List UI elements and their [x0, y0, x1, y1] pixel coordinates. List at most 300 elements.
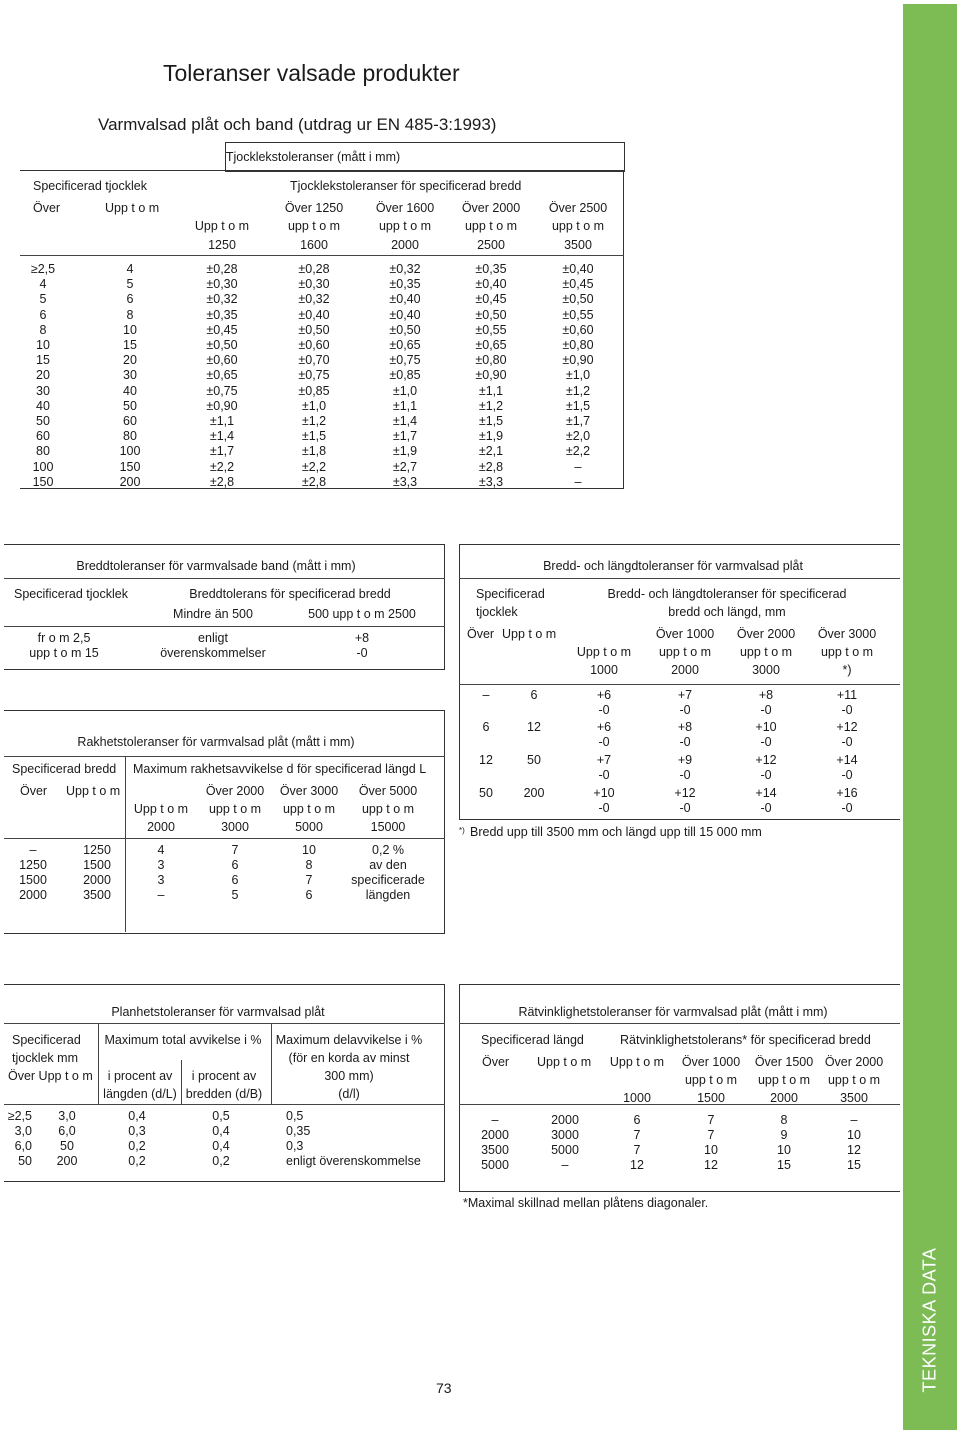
- bredd-langd-value-cell: -0: [679, 703, 691, 717]
- bredd-spec-label: Specificerad tjocklek: [14, 587, 128, 601]
- planhet-value-cell: 0,3: [128, 1124, 146, 1138]
- planhet-del-label: Maximum delavvikelse i %: [275, 1033, 423, 1047]
- thickness-over-cell: 80: [36, 444, 50, 459]
- bredd-langd-value-cell: -0: [598, 735, 610, 749]
- rakhet-header: Över 2000: [205, 784, 265, 798]
- thickness-value-cell: ±0,85: [298, 383, 330, 398]
- thickness-value-cell: ±3,3: [392, 474, 418, 489]
- planhet-value-cell: 0,2: [212, 1154, 230, 1168]
- thickness-value-cell: ±2,8: [478, 459, 504, 474]
- thickness-value-cell: ±1,0: [301, 398, 327, 413]
- planhet-value-cell: 0,4: [212, 1139, 230, 1153]
- bredd-caption: Breddtoleranser för varmvalsade band (mått i mm): [76, 559, 356, 573]
- bredd-langd-value-cell: -0: [760, 735, 772, 749]
- bredd-col2: 500 upp t o m 2500: [308, 607, 416, 621]
- ratvinklighet-value-cell: 15: [847, 1158, 861, 1172]
- thickness-value-cell: ±1,7: [392, 429, 418, 444]
- rakhet-divider: [125, 756, 126, 932]
- planhet-upp-cell: 50: [60, 1139, 74, 1153]
- rakhet-value-cell: 7: [305, 873, 313, 887]
- thickness-value-cell: ±0,55: [562, 307, 594, 322]
- thickness-value-cell: ±2,8: [301, 474, 327, 489]
- bredd-langd-value-cell: +8: [677, 720, 693, 734]
- thickness-value-cell: ±1,2: [565, 383, 591, 398]
- thickness-value-cell: ±0,35: [206, 307, 238, 322]
- sidebar-label: TEKNISKA DATA: [919, 1247, 940, 1393]
- ratvinklighet-value-cell: 10: [777, 1143, 791, 1157]
- thickness-value-cell: ±1,5: [478, 414, 504, 428]
- rakhet-header: 3000: [221, 820, 249, 834]
- rakhet-over-cell: 2000: [19, 888, 47, 902]
- planhet-upp-cell: 3,0: [58, 1109, 76, 1123]
- thickness-value-cell: ±1,0: [392, 383, 418, 398]
- ratvinklighet-value-cell: 12: [704, 1158, 718, 1172]
- rakhet-value-cell: av den: [369, 858, 407, 872]
- bredd-langd-footnote: Bredd upp till 3500 mm och längd upp till 15 000 mm: [470, 825, 762, 839]
- bredd-langd-value-cell: -0: [598, 703, 610, 717]
- bredd-langd-over-cell: 50: [479, 786, 493, 800]
- thickness-width-header: 1600: [300, 238, 328, 252]
- thickness-value-cell: ±2,7: [392, 459, 418, 474]
- planhet-value-cell: 0,3: [286, 1139, 304, 1153]
- thickness-over-cell: 4: [39, 277, 47, 292]
- bredd-langd-upp-cell: 50: [527, 753, 541, 767]
- sidebar-tab: [903, 4, 957, 1430]
- page-title: Toleranser valsade produkter: [163, 60, 460, 86]
- rakhet-header: upp t o m: [361, 802, 415, 816]
- planhet-value-cell: 0,4: [212, 1124, 230, 1138]
- ratvinklighet-value-cell: 7: [633, 1128, 641, 1142]
- ratvinklighet-value-cell: 10: [847, 1128, 861, 1142]
- planhet-value-cell: 0,2: [128, 1154, 146, 1168]
- bredd-langd-header: *): [842, 663, 852, 677]
- thickness-over-cell: ≥2,5: [30, 262, 56, 276]
- rakhet-value-cell: 4: [157, 843, 165, 857]
- thickness-over-cell: 40: [36, 398, 50, 413]
- ratvinklighet-over-cell: 2000: [481, 1128, 509, 1142]
- rakhet-caption-rule: [4, 756, 445, 757]
- rakhet-value-cell: 6: [231, 873, 239, 887]
- thickness-value-cell: ±1,0: [565, 368, 591, 383]
- thickness-upp-cell: 40: [123, 383, 137, 398]
- thickness-value-cell: ±0,45: [562, 277, 594, 292]
- ratvinklighet-value-cell: 7: [633, 1143, 641, 1157]
- bredd-row: fr o m 2,5: [37, 631, 91, 645]
- thickness-width-header: 3500: [564, 238, 592, 252]
- thickness-upp-cell: 200: [119, 474, 141, 489]
- ratvinklighet-header: 1000: [623, 1091, 651, 1105]
- rakhet-value-cell: 0,2 %: [372, 843, 404, 857]
- thickness-value-cell: ±0,60: [206, 353, 238, 368]
- ratvinklighet-caption: Rätvinklighetstoleranser för varmvalsad plåt (mått i mm): [518, 1005, 828, 1019]
- planhet-del-label: (d/l): [338, 1087, 360, 1101]
- thickness-value-cell: ±0,50: [298, 322, 330, 337]
- thickness-value-cell: ±1,8: [301, 444, 327, 459]
- thickness-upp-cell: 15: [123, 338, 137, 352]
- rakhet-upp-cell: 1250: [83, 843, 111, 857]
- bredd-langd-value-cell: -0: [841, 801, 853, 815]
- thickness-spec-label: Specificerad tjocklek: [33, 179, 147, 193]
- thickness-value-cell: ±0,65: [389, 338, 421, 352]
- ratvinklighet-header: Över 1000: [681, 1055, 741, 1069]
- bredd-value: -0: [356, 646, 368, 660]
- bredd-langd-caption: Bredd- och längdtoleranser för varmvalsad plåt: [543, 559, 803, 573]
- rakhet-header: Upp t o m: [133, 802, 189, 816]
- bredd-langd-value-cell: +11: [836, 688, 858, 702]
- bredd-langd-value-cell: +14: [755, 786, 777, 800]
- bredd-langd-value-cell: -0: [760, 768, 772, 782]
- planhet-value-cell: 0,35: [286, 1124, 311, 1138]
- thickness-upp-cell: 8: [126, 307, 134, 322]
- page-number: 73: [436, 1380, 452, 1396]
- thickness-width-header: Över 1600: [375, 201, 435, 215]
- thickness-upp-cell: 60: [123, 414, 137, 428]
- planhet-over-cell: 3,0: [14, 1124, 32, 1138]
- bredd-langd-over-cell: 6: [482, 720, 490, 734]
- ratvinklighet-value-cell: 12: [847, 1143, 861, 1157]
- bredd-value: +8: [354, 631, 370, 645]
- planhet-divider: [271, 1023, 272, 1104]
- thickness-value-cell: ±0,60: [298, 338, 330, 352]
- thickness-value-cell: ±0,75: [389, 353, 421, 368]
- thickness-value-cell: ±1,9: [392, 444, 418, 459]
- bredd-langd-header: Över 3000: [817, 627, 877, 641]
- thickness-value-cell: ±1,7: [209, 444, 235, 459]
- bredd-tol-label: Breddtolerans för specificerad bredd: [189, 587, 391, 601]
- thickness-over-cell: 10: [36, 338, 50, 352]
- planhet-spec: Över Upp t o m: [8, 1069, 93, 1083]
- thickness-over-cell: 20: [36, 368, 50, 383]
- thickness-upp-cell: 50: [123, 398, 137, 413]
- bredd-langd-col-over: Över: [467, 627, 495, 641]
- thickness-upp-cell: 150: [119, 459, 141, 474]
- thickness-width-header: upp t o m: [551, 219, 605, 233]
- planhet-divider: [98, 1023, 99, 1104]
- thickness-value-cell: ±1,2: [478, 398, 504, 413]
- bredd-langd-value-cell: -0: [679, 768, 691, 782]
- thickness-col-upp: Upp t o m: [105, 201, 160, 215]
- thickness-value-cell: ±3,3: [478, 474, 504, 489]
- thickness-value-cell: ±0,40: [298, 307, 330, 322]
- rakhet-value-cell: –: [157, 888, 165, 902]
- bredd-langd-value-cell: +16: [836, 786, 858, 800]
- bredd-langd-value-cell: -0: [841, 768, 853, 782]
- ratvinklighet-over-cell: 3500: [481, 1143, 509, 1157]
- rakhet-value-cell: specificerade: [351, 873, 425, 887]
- rakhet-value-cell: 6: [305, 888, 313, 902]
- page-subtitle: Varmvalsad plåt och band (utdrag ur EN 485-3:1993): [98, 115, 497, 134]
- bredd-langd-header-rule: [459, 684, 900, 685]
- thickness-over-cell: 30: [36, 383, 50, 398]
- planhet-spec: tjocklek mm: [12, 1051, 78, 1065]
- ratvinklighet-upp-cell: 5000: [551, 1143, 579, 1157]
- rakhet-upp-cell: 3500: [83, 888, 111, 902]
- rakhet-over-cell: 1500: [19, 873, 47, 887]
- thickness-value-cell: ±0,40: [389, 307, 421, 322]
- planhet-sub-label: i procent av: [107, 1069, 173, 1083]
- planhet-over-cell: 50: [18, 1154, 32, 1168]
- thickness-value-cell: ±0,28: [206, 262, 238, 276]
- thickness-value-cell: ±1,4: [209, 429, 235, 444]
- planhet-spec: Specificerad: [12, 1033, 81, 1047]
- planhet-divider: [181, 1060, 182, 1104]
- rakhet-value-cell: 5: [231, 888, 239, 902]
- ratvinklighet-upp-cell: 2000: [551, 1113, 579, 1127]
- rakhet-header: 2000: [147, 820, 175, 834]
- rakhet-over-cell: 1250: [19, 858, 47, 872]
- rakhet-upp-cell: 2000: [83, 873, 111, 887]
- rakhet-header: upp t o m: [282, 802, 336, 816]
- planhet-total-label: Maximum total avvikelse i %: [104, 1033, 262, 1047]
- thickness-value-cell: ±0,70: [298, 353, 330, 368]
- thickness-over-cell: 15: [36, 353, 50, 368]
- bredd-langd-header: 2000: [671, 663, 699, 677]
- bredd-header-rule: [4, 626, 445, 627]
- thickness-upp-cell: 100: [119, 444, 141, 459]
- thickness-over-cell: 5: [39, 292, 47, 307]
- bredd-langd-value-cell: -0: [598, 768, 610, 782]
- thickness-width-header: Upp t o m: [194, 219, 250, 233]
- ratvinklighet-over-cell: 5000: [481, 1158, 509, 1172]
- rakhet-col-upp: Upp t o m: [66, 784, 121, 798]
- planhet-value-cell: 0,2: [128, 1139, 146, 1153]
- rakhet-upp-cell: 1500: [83, 858, 111, 872]
- bredd-langd-value-cell: +9: [677, 753, 693, 767]
- thickness-upp-cell: 30: [123, 368, 137, 383]
- bredd-langd-spec: tjocklek: [476, 605, 518, 619]
- thickness-value-cell: ±1,5: [565, 398, 591, 413]
- rakhet-header: Över 3000: [279, 784, 339, 798]
- thickness-width-header: upp t o m: [464, 219, 518, 233]
- bredd-langd-spec: Specificerad: [476, 587, 545, 601]
- rakhet-header: 15000: [370, 820, 406, 834]
- ratvinklighet-header-rule: [459, 1104, 900, 1105]
- thickness-value-cell: ±0,90: [475, 368, 507, 383]
- thickness-col-over: Över: [33, 201, 61, 215]
- thickness-value-cell: –: [574, 474, 582, 489]
- rakhet-col-over: Över: [20, 784, 48, 798]
- ratvinklighet-header: 3500: [840, 1091, 868, 1105]
- bredd-langd-header: upp t o m: [658, 645, 712, 659]
- rakhet-value-cell: 8: [305, 858, 313, 872]
- thickness-value-cell: ±2,8: [209, 474, 235, 489]
- ratvinklighet-value-cell: 6: [633, 1113, 641, 1127]
- thickness-value-cell: ±1,2: [301, 414, 327, 428]
- thickness-value-cell: ±0,35: [389, 277, 421, 292]
- planhet-header-rule: [4, 1104, 445, 1105]
- thickness-value-cell: ±0,90: [206, 398, 238, 413]
- rakhet-header-rule: [4, 838, 445, 839]
- ratvinklighet-over-cell: –: [491, 1113, 499, 1127]
- planhet-upp-cell: 200: [56, 1154, 78, 1168]
- thickness-width-header: 1250: [208, 238, 236, 252]
- rakhet-header: upp t o m: [208, 802, 262, 816]
- bredd-langd-value-cell: +7: [677, 688, 693, 702]
- bredd-langd-value-cell: +8: [758, 688, 774, 702]
- ratvinklighet-header: upp t o m: [827, 1073, 881, 1087]
- bredd-value: enligt: [198, 631, 228, 645]
- thickness-value-cell: ±0,45: [206, 322, 238, 337]
- thickness-value-cell: ±0,40: [562, 262, 594, 276]
- bredd-value: överenskommelser: [160, 646, 266, 660]
- thickness-value-cell: ±2,2: [301, 459, 327, 474]
- rakhet-over-cell: –: [29, 843, 37, 857]
- thickness-value-cell: ±0,75: [298, 368, 330, 383]
- thickness-value-cell: ±1,1: [392, 398, 418, 413]
- rakhet-value-cell: 7: [231, 843, 239, 857]
- thickness-value-cell: ±0,80: [562, 338, 594, 352]
- planhet-value-cell: enligt överenskommelse: [286, 1154, 421, 1168]
- bredd-caption-rule: [4, 578, 445, 579]
- ratvinklighet-col-upp: Upp t o m: [537, 1055, 592, 1069]
- bredd-langd-value-cell: +12: [755, 753, 777, 767]
- bredd-langd-value-cell: -0: [841, 735, 853, 749]
- thickness-width-header: 2000: [391, 238, 419, 252]
- ratvinklighet-value-cell: 15: [777, 1158, 791, 1172]
- thickness-upp-cell: 6: [126, 292, 134, 307]
- thickness-value-cell: ±1,9: [478, 429, 504, 444]
- thickness-width-header: 2500: [477, 238, 505, 252]
- ratvinklighet-col-over: Över: [482, 1055, 510, 1069]
- thickness-over-cell: 60: [36, 429, 50, 444]
- thickness-value-cell: ±1,1: [478, 383, 504, 398]
- thickness-value-cell: ±0,50: [562, 292, 594, 307]
- thickness-width-header: upp t o m: [378, 219, 432, 233]
- thickness-over-cell: 150: [32, 474, 54, 489]
- thickness-over-cell: 50: [36, 414, 50, 428]
- planhet-upp-cell: 6,0: [58, 1124, 76, 1138]
- ratvinklighet-header: 2000: [770, 1091, 798, 1105]
- bredd-langd-header: 3000: [752, 663, 780, 677]
- planhet-over-cell: ≥2,5: [7, 1109, 32, 1123]
- thickness-value-cell: ±0,90: [562, 353, 594, 368]
- ratvinklighet-value-cell: 12: [630, 1158, 644, 1172]
- thickness-value-cell: ±0,50: [206, 338, 238, 352]
- planhet-del-label: 300 mm): [324, 1069, 374, 1083]
- ratvinklighet-header: Över 1500: [754, 1055, 814, 1069]
- bredd-langd-upp-cell: 200: [523, 786, 545, 800]
- planhet-value-cell: 0,5: [286, 1109, 304, 1123]
- bredd-langd-footnote-mark: *): [459, 826, 465, 835]
- planhet-sub-label: i procent av: [191, 1069, 257, 1083]
- thickness-upp-cell: 20: [123, 353, 137, 368]
- bredd-langd-header: Över 2000: [736, 627, 796, 641]
- planhet-value-cell: 0,4: [128, 1109, 146, 1123]
- bredd-langd-value-cell: +6: [596, 688, 612, 702]
- rakhet-spec-label: Specificerad bredd: [12, 762, 117, 776]
- thickness-value-cell: ±0,28: [298, 262, 330, 276]
- rakhet-max-label: Maximum rakhetsavvikelse d för specificerad längd L: [133, 762, 427, 776]
- ratvinklighet-caption-rule: [459, 1023, 900, 1024]
- bredd-langd-value-cell: +12: [836, 720, 858, 734]
- thickness-upp-cell: 80: [123, 429, 137, 444]
- bredd-langd-upp-cell: 6: [530, 688, 538, 702]
- ratvinklighet-spec-label: Specificerad längd: [481, 1033, 584, 1047]
- thickness-value-cell: ±2,2: [209, 459, 235, 474]
- thickness-value-cell: ±0,50: [475, 307, 507, 322]
- rakhet-value-cell: längden: [365, 888, 411, 902]
- bredd-langd-over-cell: –: [482, 688, 490, 702]
- ratvinklighet-tol-label: Rätvinklighetstolerans* för specificerad bredd: [620, 1033, 871, 1047]
- ratvinklighet-value-cell: 7: [707, 1128, 715, 1142]
- planhet-over-cell: 6,0: [14, 1139, 32, 1153]
- ratvinklighet-value-cell: 10: [704, 1143, 718, 1157]
- rakhet-header: Över 5000: [358, 784, 418, 798]
- rakhet-value-cell: 6: [231, 858, 239, 872]
- thickness-width-header: Över 2500: [548, 201, 608, 215]
- bredd-langd-col-upp: Upp t o m: [502, 627, 557, 641]
- thickness-value-cell: ±2,2: [565, 444, 591, 459]
- planhet-caption-rule: [4, 1023, 445, 1024]
- bredd-langd-value-cell: +10: [593, 786, 615, 800]
- bredd-langd-header: Över 1000: [655, 627, 715, 641]
- thickness-value-cell: ±0,65: [206, 368, 238, 383]
- ratvinklighet-value-cell: 7: [707, 1113, 715, 1127]
- thickness-upp-cell: 4: [126, 262, 134, 276]
- bredd-langd-value-cell: +7: [596, 753, 612, 767]
- bredd-langd-caption-rule: [459, 578, 900, 579]
- bredd-langd-value-cell: -0: [760, 703, 772, 717]
- thickness-over-cell: 6: [39, 307, 47, 322]
- bredd-langd-value-cell: -0: [679, 735, 691, 749]
- bredd-langd-upp-cell: 12: [527, 720, 541, 734]
- thickness-band-label: Tjocklekstoleranser för specificerad bredd: [290, 179, 522, 193]
- thickness-value-cell: ±0,40: [475, 277, 507, 292]
- bredd-langd-value-cell: -0: [841, 703, 853, 717]
- thickness-value-cell: ±0,55: [475, 322, 507, 337]
- thickness-header-rule: [20, 255, 624, 256]
- bredd-langd-header: upp t o m: [820, 645, 874, 659]
- thickness-value-cell: ±1,1: [209, 414, 235, 428]
- bredd-langd-header: 1000: [590, 663, 618, 677]
- rakhet-value-cell: 3: [157, 858, 165, 872]
- rakhet-value-cell: 10: [302, 843, 316, 857]
- thickness-over-cell: 8: [39, 322, 47, 337]
- planhet-sub-label: längden (d/L): [103, 1087, 177, 1101]
- thickness-value-cell: ±0,50: [389, 322, 421, 337]
- planhet-caption: Planhetstoleranser för varmvalsad plåt: [111, 1005, 325, 1019]
- thickness-over-cell: 100: [32, 459, 54, 474]
- bredd-langd-value-cell: +12: [674, 786, 696, 800]
- thickness-value-cell: ±2,1: [478, 444, 504, 459]
- bredd-col1: Mindre än 500: [173, 607, 253, 621]
- thickness-upp-cell: 10: [123, 322, 137, 337]
- planhet-sub-label: bredden (d/B): [185, 1087, 263, 1101]
- thickness-caption: Tjocklekstoleranser (mått i mm): [225, 150, 401, 164]
- thickness-value-cell: ±1,5: [301, 429, 327, 444]
- thickness-width-header: Över 2000: [461, 201, 521, 215]
- bredd-langd-value-cell: -0: [679, 801, 691, 815]
- bredd-langd-value-cell: +14: [836, 753, 858, 767]
- bredd-langd-tol-label: bredd och längd, mm: [668, 605, 786, 619]
- thickness-value-cell: ±0,35: [475, 262, 507, 276]
- ratvinklighet-header: upp t o m: [684, 1073, 738, 1087]
- bredd-langd-value-cell: +10: [755, 720, 777, 734]
- rakhet-caption: Rakhetstoleranser för varmvalsad plåt (mått i mm): [77, 735, 355, 749]
- ratvinklighet-value-cell: –: [850, 1113, 858, 1127]
- planhet-del-label: (för en korda av minst: [288, 1051, 410, 1065]
- thickness-value-cell: ±0,40: [389, 292, 421, 307]
- thickness-value-cell: ±0,30: [206, 277, 238, 292]
- bredd-langd-value-cell: +6: [596, 720, 612, 734]
- ratvinklighet-value-cell: 9: [780, 1128, 788, 1142]
- thickness-value-cell: ±2,0: [565, 429, 591, 444]
- bredd-langd-value-cell: -0: [760, 801, 772, 815]
- bredd-langd-header: Upp t o m: [576, 645, 632, 659]
- bredd-row: upp t o m 15: [29, 646, 99, 660]
- thickness-value-cell: ±1,7: [565, 414, 591, 428]
- ratvinklighet-upp-cell: 3000: [551, 1128, 579, 1142]
